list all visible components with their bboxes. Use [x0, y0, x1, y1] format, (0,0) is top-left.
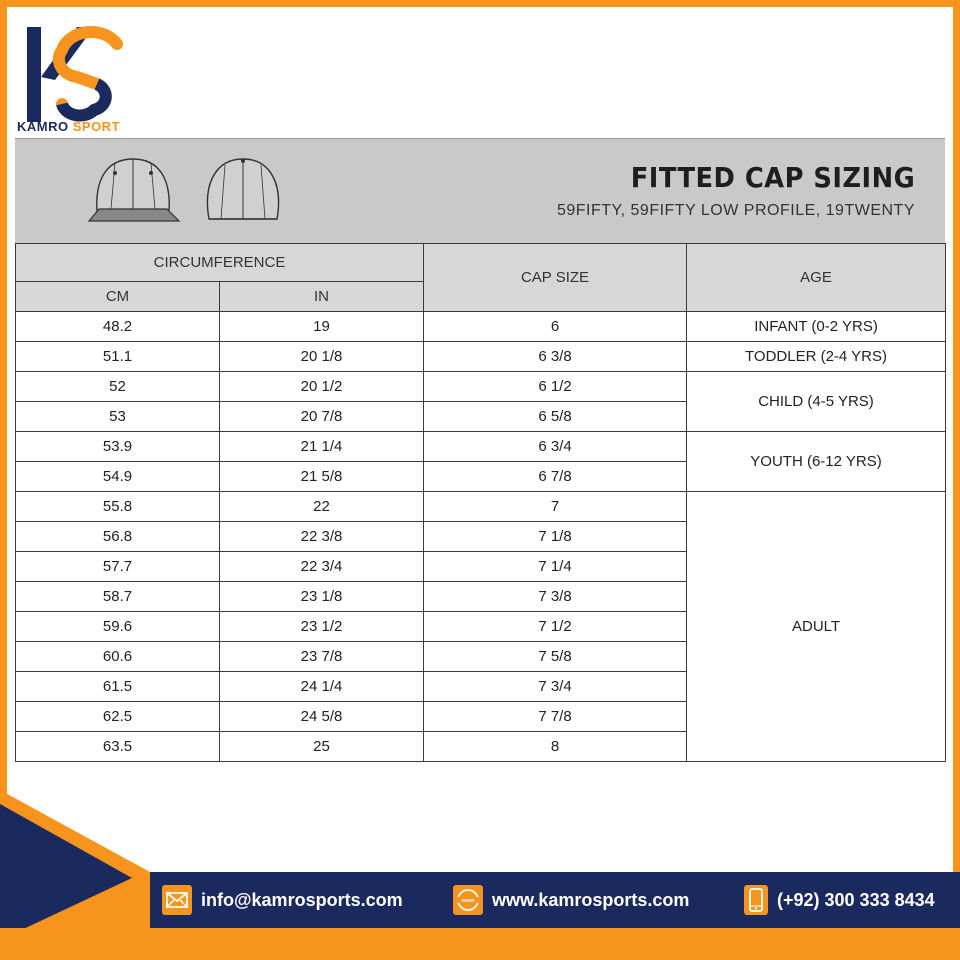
cap-size-cell: 7 1/4 [424, 552, 687, 582]
cap-size-header: CAP SIZE [424, 244, 687, 312]
phone-contact[interactable] [744, 881, 935, 919]
table-row [16, 312, 946, 342]
cm-cell: 53 [16, 402, 220, 432]
age-cell: CHILD (4-5 YRS) [687, 372, 946, 432]
cm-cell: 48.2 [16, 312, 220, 342]
in-cell: 19 [220, 312, 424, 342]
age-cell: YOUTH (6-12 YRS) [687, 432, 946, 492]
age-header: AGE [687, 244, 946, 312]
cm-cell: 51.1 [16, 342, 220, 372]
in-cell: 22 3/8 [220, 522, 424, 552]
in-cell: 24 1/4 [220, 672, 424, 702]
svg-text:www: www [461, 898, 475, 904]
table-row [16, 342, 946, 372]
in-cell: 21 5/8 [220, 462, 424, 492]
page-title: FITTED CAP SIZING [630, 161, 915, 194]
cm-cell: 59.6 [16, 612, 220, 642]
cm-cell: 56.8 [16, 522, 220, 552]
cap-size-cell: 6 1/2 [424, 372, 687, 402]
envelope-icon [162, 885, 192, 915]
in-cell: 22 [220, 492, 424, 522]
cap-size-cell: 8 [424, 732, 687, 762]
cap-illustration [85, 149, 325, 239]
kamro-sport-logo [22, 22, 132, 132]
cap-size-cell: 7 3/4 [424, 672, 687, 702]
cap-size-cell: 6 [424, 312, 687, 342]
email-text[interactable]: info@kamrosports.com [201, 889, 403, 910]
cap-size-table [15, 243, 946, 762]
in-cell: 23 1/8 [220, 582, 424, 612]
table-row [16, 432, 946, 462]
cap-size-cell: 6 7/8 [424, 462, 687, 492]
cap-size-cell: 6 5/8 [424, 402, 687, 432]
website-text[interactable]: www.kamrosports.com [492, 889, 690, 910]
mobile-phone-icon [744, 885, 768, 915]
cm-cell: 60.6 [16, 642, 220, 672]
cap-size-cell: 7 5/8 [424, 642, 687, 672]
cap-size-cell: 7 3/8 [424, 582, 687, 612]
cap-size-cell: 7 7/8 [424, 702, 687, 732]
cm-cell: 54.9 [16, 462, 220, 492]
globe-www-icon [453, 885, 483, 915]
cm-cell: 57.7 [16, 552, 220, 582]
cap-size-cell: 7 1/2 [424, 612, 687, 642]
cm-cell: 55.8 [16, 492, 220, 522]
phone-text[interactable]: (+92) 300 333 8434 [777, 889, 935, 910]
age-cell: INFANT (0-2 YRS) [687, 312, 946, 342]
cm-cell: 62.5 [16, 702, 220, 732]
age-cell: ADULT [687, 492, 946, 762]
chart-header [15, 138, 945, 243]
table-row [16, 372, 946, 402]
in-cell: 22 3/4 [220, 552, 424, 582]
brand-name: KAMRO SPORT [17, 119, 121, 134]
cm-cell: 58.7 [16, 582, 220, 612]
email-contact[interactable] [162, 881, 403, 919]
in-cell: 20 7/8 [220, 402, 424, 432]
in-cell: 23 7/8 [220, 642, 424, 672]
in-cell: 20 1/8 [220, 342, 424, 372]
in-cell: 23 1/2 [220, 612, 424, 642]
age-cell: TODDLER (2-4 YRS) [687, 342, 946, 372]
in-cell: 25 [220, 732, 424, 762]
cap-size-cell: 6 3/4 [424, 432, 687, 462]
cm-cell: 63.5 [16, 732, 220, 762]
cm-cell: 53.9 [16, 432, 220, 462]
circumference-header: CIRCUMFERENCE [16, 244, 424, 282]
website-contact[interactable] [453, 881, 689, 919]
in-cell: 24 5/8 [220, 702, 424, 732]
in-cell: 20 1/2 [220, 372, 424, 402]
cm-header: CM [16, 282, 220, 312]
page-subtitle: 59FIFTY, 59FIFTY LOW PROFILE, 19TWENTY [556, 202, 915, 219]
table-row [16, 492, 946, 522]
in-header: IN [220, 282, 424, 312]
in-cell: 21 1/4 [220, 432, 424, 462]
cap-size-cell: 7 1/8 [424, 522, 687, 552]
cap-size-cell: 6 3/8 [424, 342, 687, 372]
cm-cell: 61.5 [16, 672, 220, 702]
cm-cell: 52 [16, 372, 220, 402]
cap-size-cell: 7 [424, 492, 687, 522]
